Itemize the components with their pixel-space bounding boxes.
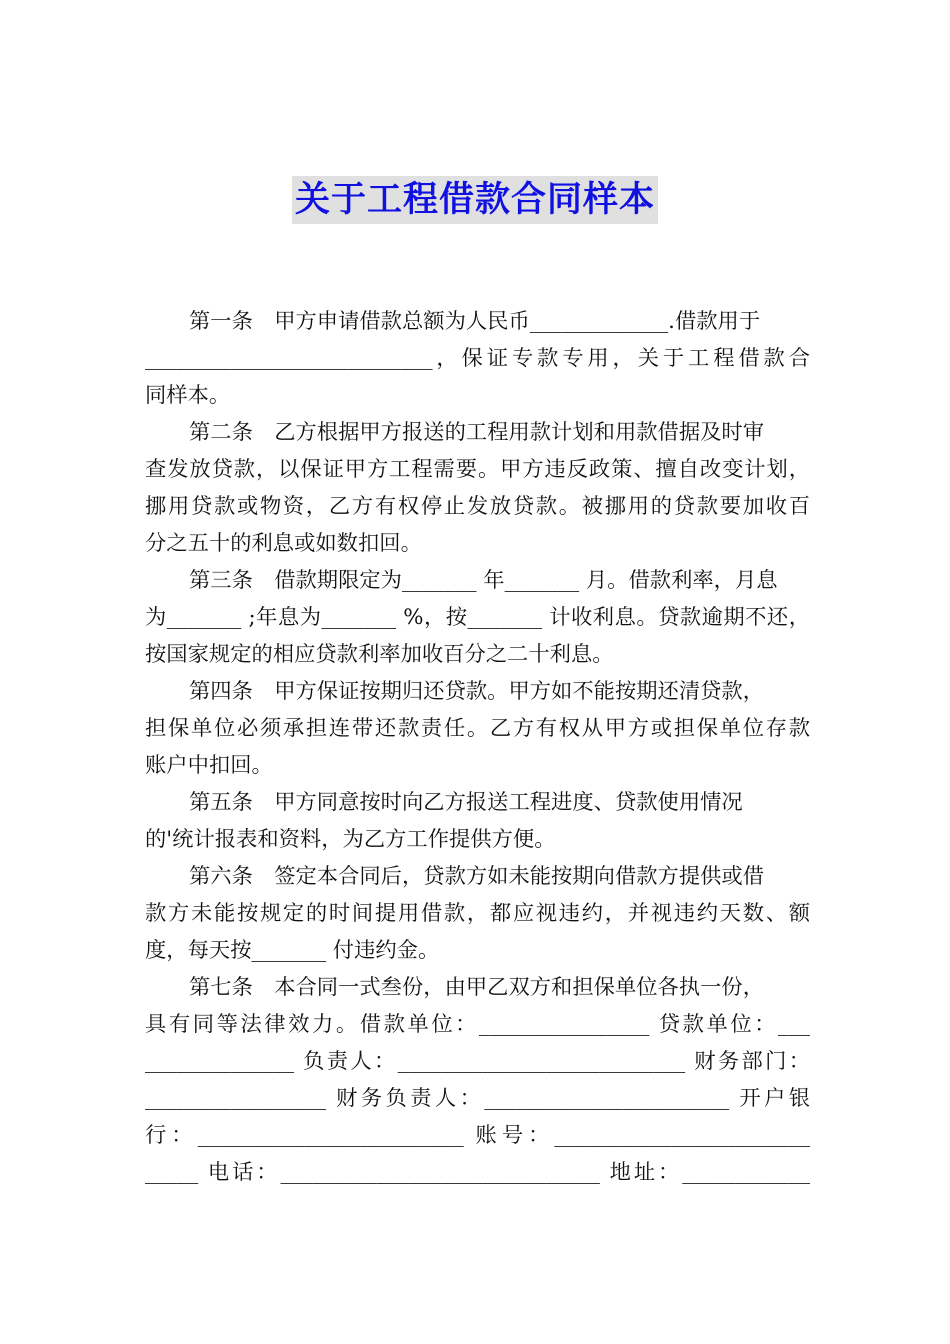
- article-5-line-2: 的'统计报表和资料，为乙方工作提供方便。: [145, 827, 556, 852]
- document-title: 关于工程借款合同样本: [292, 176, 658, 224]
- article-7-line-4: _________________ 财务负责人：_______________________ 开户银: [145, 1086, 810, 1111]
- article-6-line-3: 度，每天按_______ 付违约金。: [145, 938, 440, 963]
- article-4-line-2: 担保单位必须承担连带还款责任。乙方有权从甲方或担保单位存款: [145, 716, 810, 741]
- article-7-line-5: 行：_________________________ 账号：________________________: [145, 1123, 810, 1148]
- article-3-line-2: 为_______ ;年息为_______ %，按_______ 计收利息。贷款逾期不还，: [145, 605, 810, 630]
- contract-body: [145, 303, 810, 1191]
- article-4-line-1: 第四条 甲方保证按期归还贷款。甲方如不能按期还清贷款，: [189, 679, 765, 704]
- article-2-line-2: 查发放贷款，以保证甲方工程需要。甲方违反政策、擅自改变计划，: [145, 457, 810, 482]
- article-4-line-3: 账户中扣回。: [145, 753, 273, 778]
- article-7-line-6: _____ 电话：______________________________ 地址：____________: [145, 1160, 810, 1185]
- article-2-line-4: 分之五十的利息或如数扣回。: [145, 531, 422, 556]
- article-3-line-3: 按国家规定的相应贷款利率加收百分之二十利息。: [145, 642, 614, 667]
- article-1-line-2: ___________________________，保证专款专用，关于工程借款合: [145, 346, 810, 371]
- article-6-line-1: 第六条 签定本合同后，贷款方如未能按期向借款方提供或借: [189, 864, 765, 889]
- article-7-line-2: 具有同等法律效力。借款单位：________________ 贷款单位：___: [145, 1012, 810, 1037]
- article-7-line-3: ______________ 负责人：___________________________ 财务部门：: [145, 1049, 810, 1074]
- article-1-line-3: 同样本。: [145, 383, 231, 408]
- article-5-line-1: 第五条 甲方同意按时向乙方报送工程进度、贷款使用情况: [189, 790, 743, 815]
- article-3-line-1: 第三条 借款期限定为_______ 年_______ 月。借款利率，月息: [189, 568, 778, 593]
- article-6-line-2: 款方未能按规定的时间提用借款，都应视违约，并视违约天数、额: [145, 901, 810, 926]
- title-container: [0, 176, 950, 224]
- article-1-line-1: 第一条 甲方申请借款总额为人民币_____________.借款用于: [189, 309, 761, 334]
- article-2-line-1: 第二条 乙方根据甲方报送的工程用款计划和用款借据及时审: [189, 420, 765, 445]
- article-7-line-1: 第七条 本合同一式叁份，由甲乙双方和担保单位各执一份，: [189, 975, 765, 1000]
- article-2-line-3: 挪用贷款或物资，乙方有权停止发放贷款。被挪用的贷款要加收百: [145, 494, 810, 519]
